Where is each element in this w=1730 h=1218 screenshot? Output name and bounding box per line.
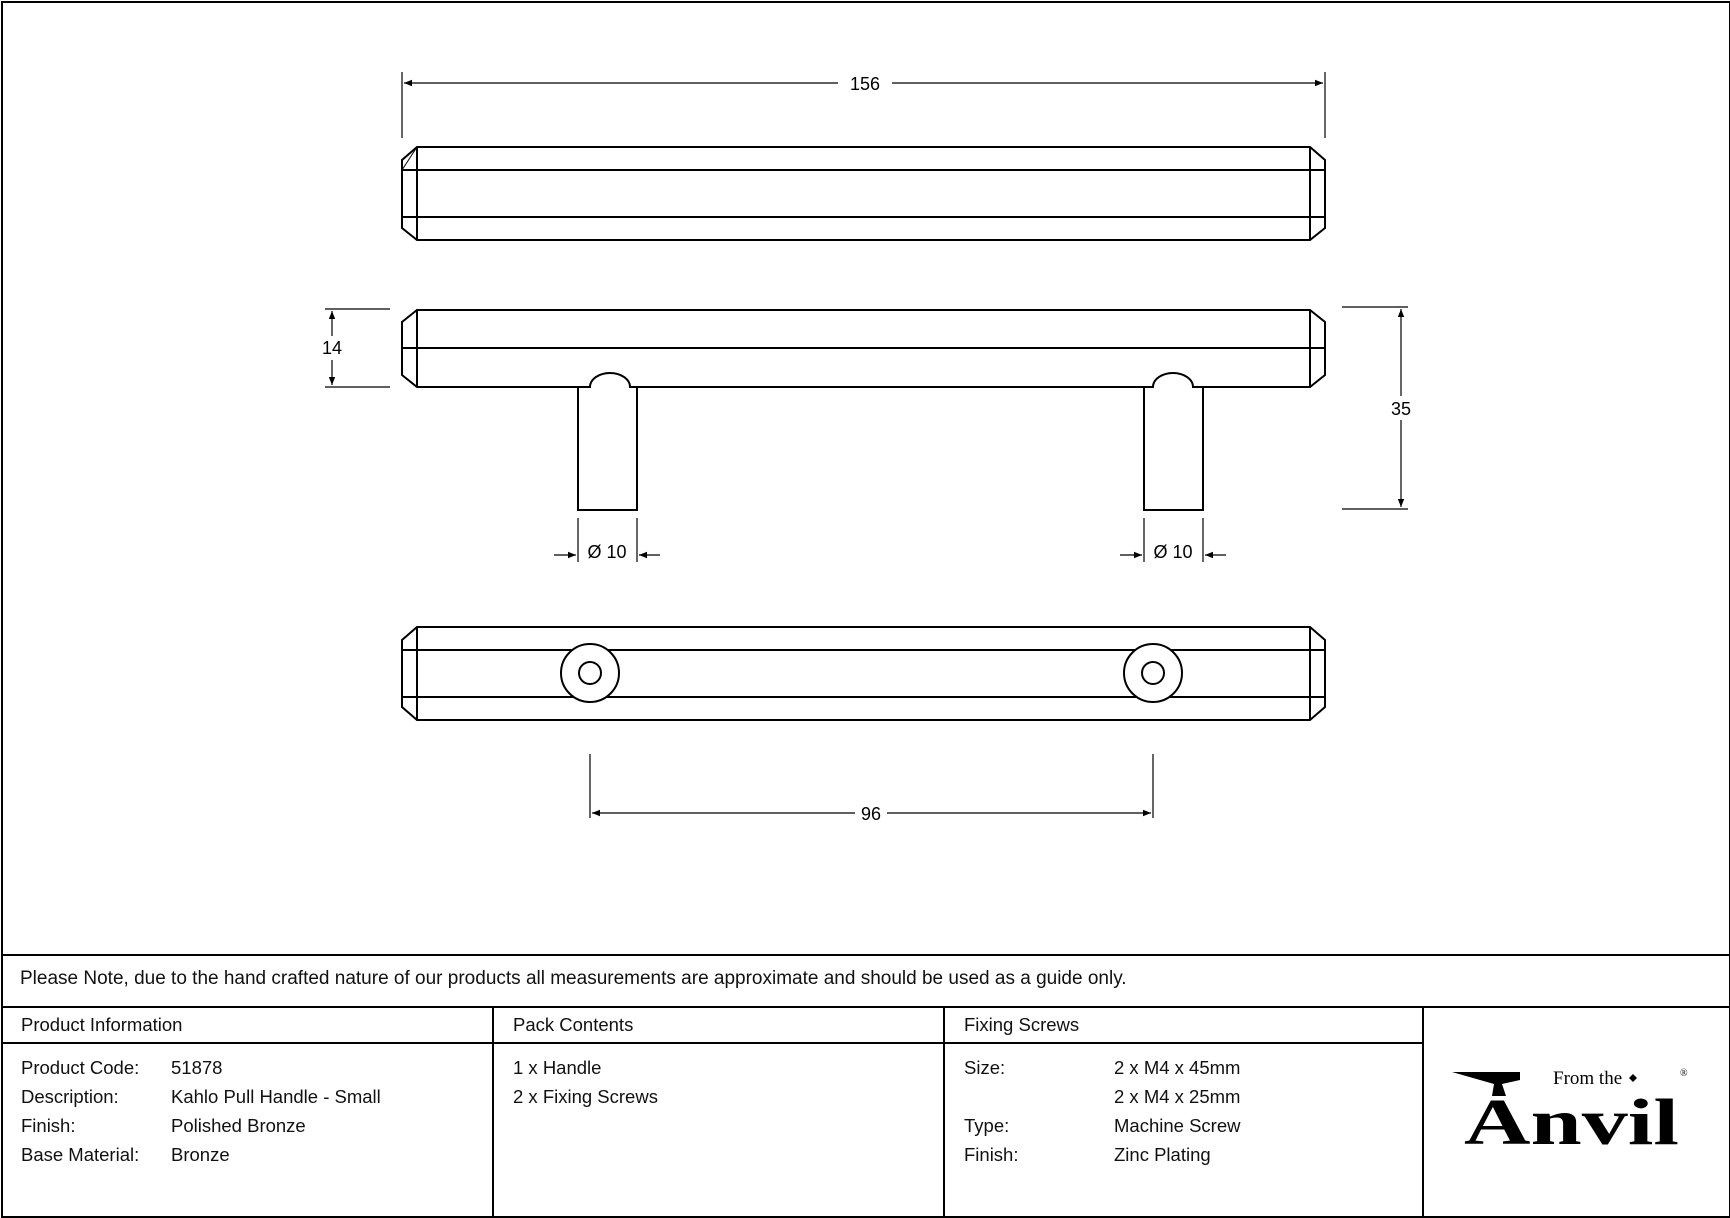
registered-mark: ®: [1680, 1068, 1688, 1079]
finish-label: Finish:: [21, 1115, 76, 1136]
product-information-heading: Product Information: [21, 1014, 183, 1035]
size-label-blank: [964, 1082, 1019, 1111]
pack-item: 2 x Fixing Screws: [513, 1086, 658, 1107]
type-label: Type:: [964, 1115, 1010, 1136]
product-code-value: 51878: [171, 1057, 223, 1078]
leg-diameter-right-label: Ø 10: [1153, 542, 1193, 562]
length-label: 156: [849, 74, 881, 94]
pack-contents-list: [513, 1053, 658, 1111]
fixing-screws-values: [1114, 1053, 1240, 1169]
centres-label: 96: [860, 804, 882, 824]
product-code-label: Product Code:: [21, 1057, 140, 1078]
column-divider-2: [943, 1006, 945, 1216]
fixing-screws-labels: [964, 1053, 1019, 1169]
measurement-note: Please Note, due to the hand crafted nature of our products all measurements are approximate and should be used as a guide only.: [20, 968, 1127, 989]
fixing-screws-heading: Fixing Screws: [964, 1014, 1080, 1035]
base-material-value: Bronze: [171, 1144, 230, 1165]
from-the-anvil-logo: [1450, 1060, 1690, 1150]
leg-diameter-dimensions: [554, 518, 1226, 562]
header-divider: [1, 1042, 1423, 1044]
logo-big-text: Anvil: [1464, 1086, 1679, 1150]
description-label: Description:: [21, 1086, 119, 1107]
description-value: Kahlo Pull Handle - Small: [171, 1086, 381, 1107]
projection-label: 35: [1390, 399, 1412, 419]
leg-diameter-left-label: Ø 10: [587, 542, 627, 562]
type-value: Machine Screw: [1114, 1115, 1241, 1136]
logo-small-text: From the: [1553, 1068, 1623, 1089]
screw-finish-value: Zinc Plating: [1114, 1144, 1211, 1165]
size-label: Size:: [964, 1057, 1006, 1078]
pack-item: 1 x Handle: [513, 1057, 602, 1078]
diamond-icon: [1629, 1074, 1637, 1082]
side-view: [402, 310, 1325, 510]
note-divider: [1, 1006, 1729, 1008]
product-info-labels: [21, 1053, 139, 1169]
bottom-view: [402, 627, 1325, 720]
product-info-values: [171, 1053, 381, 1169]
column-divider-1: [492, 1006, 494, 1216]
size-value: 2 x M4 x 45mm: [1114, 1057, 1241, 1078]
base-material-label: Base Material:: [21, 1144, 140, 1165]
top-view: [402, 147, 1325, 240]
pack-contents-heading: Pack Contents: [513, 1014, 634, 1035]
table-top-border: [1, 954, 1729, 956]
size-value-2: 2 x M4 x 25mm: [1114, 1086, 1241, 1107]
finish-value: Polished Bronze: [171, 1115, 306, 1136]
bar-height-label: 14: [321, 338, 343, 358]
column-divider-3: [1422, 1006, 1424, 1216]
screw-finish-label: Finish:: [964, 1144, 1019, 1165]
